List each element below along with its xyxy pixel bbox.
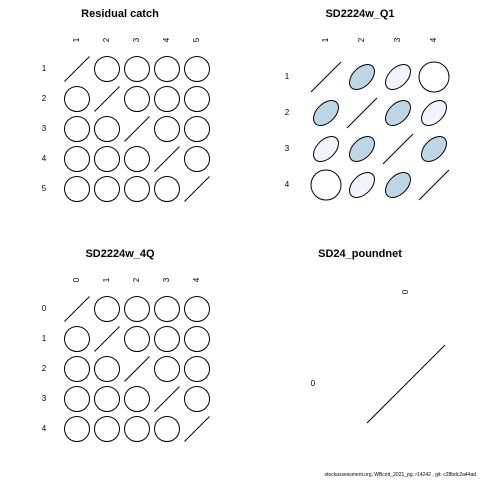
- chart-title: SD24_poundnet: [318, 247, 402, 260]
- chart-panel-2: [285, 8, 451, 202]
- chart-title: SD2224w_4Q: [85, 247, 155, 260]
- correlation-ellipse: [65, 327, 90, 352]
- correlation-ellipse: [185, 117, 210, 142]
- correlation-ellipse: [155, 57, 180, 82]
- correlation-ellipse: [311, 170, 341, 200]
- row-tick-label: 2: [284, 108, 290, 118]
- column-tick-label: 5: [192, 37, 202, 43]
- diagonal-line: [65, 57, 90, 82]
- column-tick-label: 1: [321, 37, 331, 43]
- column-tick-label: 3: [162, 277, 172, 283]
- correlation-ellipse: [345, 60, 379, 94]
- correlation-ellipse: [95, 117, 120, 142]
- correlation-ellipse: [125, 387, 150, 412]
- column-tick-label: 1: [72, 37, 82, 43]
- row-tick-label: 4: [41, 154, 47, 164]
- correlation-ellipse: [95, 387, 120, 412]
- diagonal-line: [65, 297, 90, 322]
- chart-panel-4: [311, 248, 445, 423]
- correlation-ellipse: [65, 147, 90, 172]
- diagonal-line: [95, 87, 120, 112]
- correlation-ellipse: [125, 57, 150, 82]
- chart-panel-3: [42, 248, 210, 442]
- correlation-ellipse: [309, 96, 343, 130]
- correlation-ellipse: [95, 177, 120, 202]
- correlation-ellipse: [65, 87, 90, 112]
- correlation-ellipse: [95, 297, 120, 322]
- correlation-ellipse: [95, 147, 120, 172]
- correlation-ellipse: [381, 96, 415, 130]
- column-tick-label: 2: [357, 37, 367, 43]
- column-tick-label: 4: [162, 37, 172, 43]
- row-tick-label: 4: [41, 424, 47, 434]
- correlation-ellipse: [65, 117, 90, 142]
- correlation-ellipse: [155, 297, 180, 322]
- diagonal-line: [383, 134, 413, 164]
- correlation-ellipse: [65, 177, 90, 202]
- chart-title: Residual catch: [81, 7, 159, 20]
- column-tick-label: 1: [102, 277, 112, 283]
- diagonal-line: [125, 117, 150, 142]
- column-tick-label: 0: [401, 289, 411, 295]
- correlation-ellipse: [155, 417, 180, 442]
- diagonal-line: [419, 170, 449, 200]
- row-tick-label: 1: [284, 72, 290, 82]
- row-tick-label: 0: [41, 304, 47, 314]
- correlation-ellipse: [65, 417, 90, 442]
- correlation-ellipse: [185, 297, 210, 322]
- correlation-ellipse: [65, 387, 90, 412]
- chart-title: SD2224w_Q1: [325, 7, 395, 20]
- column-tick-label: 4: [192, 277, 202, 283]
- correlation-ellipse: [155, 87, 180, 112]
- correlation-ellipse: [95, 417, 120, 442]
- row-tick-label: 0: [310, 379, 316, 389]
- correlation-ellipse: [125, 327, 150, 352]
- diagonal-line: [185, 417, 210, 442]
- correlation-ellipse: [185, 387, 210, 412]
- diagonal-line: [185, 177, 210, 202]
- chart-panel-1: [42, 8, 210, 202]
- diagonal-line: [95, 327, 120, 352]
- row-tick-label: 4: [284, 180, 290, 190]
- correlation-ellipse: [185, 327, 210, 352]
- diagonal-line: [125, 357, 150, 382]
- correlation-ellipse: [345, 168, 379, 202]
- correlation-ellipse: [155, 117, 180, 142]
- correlation-ellipse: [125, 87, 150, 112]
- correlation-ellipse: [155, 327, 180, 352]
- diagonal-line: [311, 62, 341, 92]
- row-tick-label: 1: [41, 64, 47, 74]
- correlation-ellipse: [185, 87, 210, 112]
- column-tick-label: 2: [102, 37, 112, 43]
- correlation-ellipse: [95, 57, 120, 82]
- diagonal-line: [155, 387, 180, 412]
- correlation-ellipse: [345, 132, 379, 166]
- column-tick-label: 2: [132, 277, 142, 283]
- row-tick-label: 2: [41, 94, 47, 104]
- correlation-ellipse: [417, 96, 451, 130]
- row-tick-label: 1: [41, 334, 47, 344]
- correlation-ellipse: [309, 132, 343, 166]
- correlation-ellipse: [185, 57, 210, 82]
- correlation-ellipse: [155, 357, 180, 382]
- correlation-ellipse: [381, 168, 415, 202]
- correlation-ellipse: [125, 177, 150, 202]
- diagonal-line: [347, 98, 377, 128]
- correlation-ellipse: [185, 357, 210, 382]
- row-tick-label: 3: [41, 124, 47, 134]
- correlation-ellipse: [155, 177, 180, 202]
- column-tick-label: 0: [72, 277, 82, 283]
- correlation-ellipse: [65, 357, 90, 382]
- column-tick-label: 4: [429, 37, 439, 43]
- footer-credit: stockassessment.org, WBcod_2021_pg, r14242 , git: c28bdc2a44ad: [324, 472, 476, 478]
- diagonal-line: [367, 345, 445, 423]
- correlation-ellipse: [185, 147, 210, 172]
- correlation-ellipse: [417, 132, 451, 166]
- correlation-ellipse: [125, 147, 150, 172]
- correlation-ellipse: [125, 417, 150, 442]
- row-tick-label: 2: [41, 364, 47, 374]
- column-tick-label: 3: [393, 37, 403, 43]
- column-tick-label: 3: [132, 37, 142, 43]
- correlation-ellipse: [381, 60, 415, 94]
- row-tick-label: 3: [41, 394, 47, 404]
- correlation-ellipse: [419, 62, 449, 92]
- diagonal-line: [155, 147, 180, 172]
- correlation-ellipse: [125, 297, 150, 322]
- correlation-ellipse: [95, 357, 120, 382]
- row-tick-label: 5: [41, 184, 47, 194]
- row-tick-label: 3: [284, 144, 290, 154]
